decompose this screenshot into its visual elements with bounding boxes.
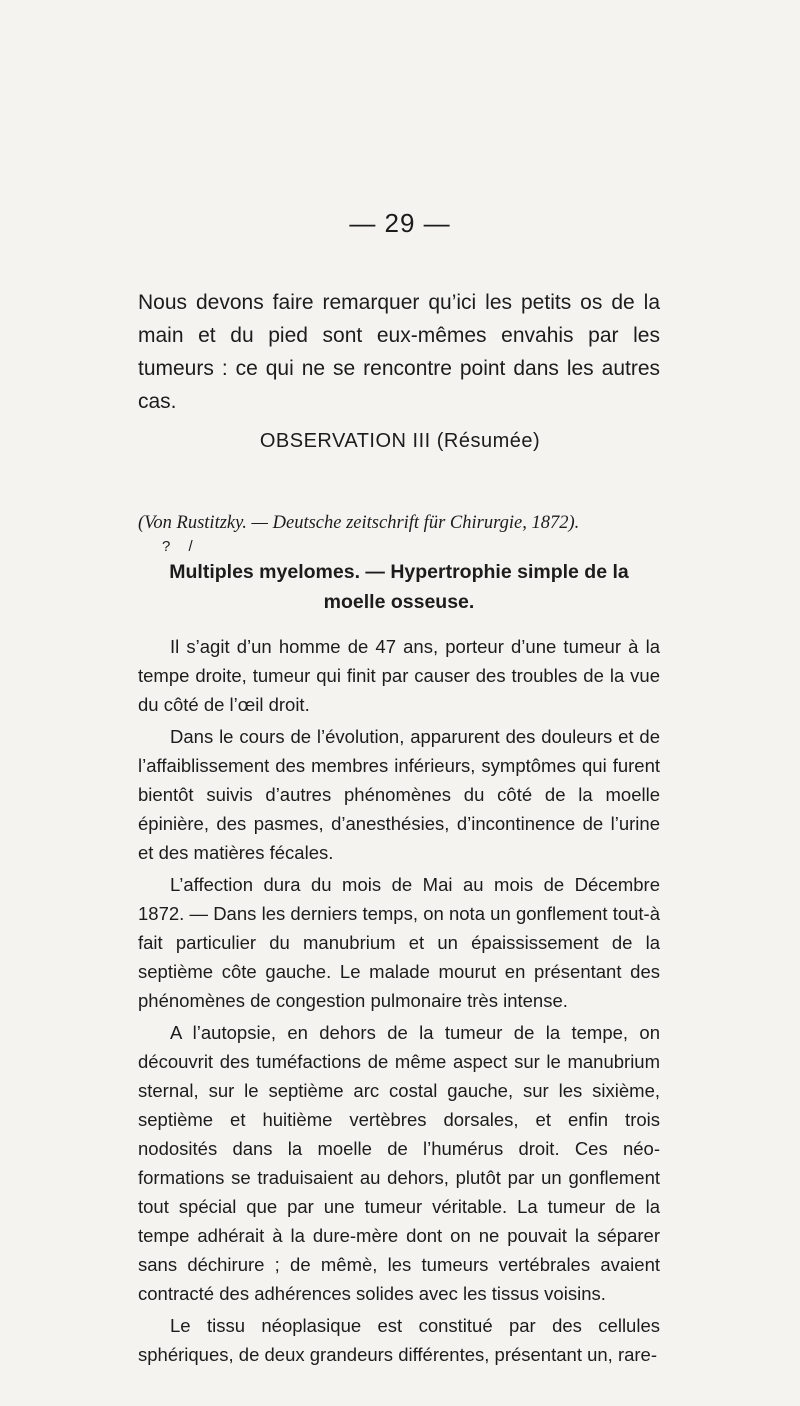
paragraph-2: Dans le cours de l’évolution, apparurent des douleurs et de l’affaiblissement des membres inférieurs, symptômes qui furent bientôt suivis d’autres phénomènes du côté de la moelle épinière, des pasmes, d’anesthésies, d’incontinence de l’urine et des matières fécales. [138, 726, 660, 863]
paragraph-3: L’affection dura du mois de Mai au mois de Décembre 1872. — Dans les derniers temps, on nota un gonflement tout-à fait particulier du manubrium et un épaississement de la septième côte gauche. Le malade mourut en présentant des phénomènes de congestion pulmonaire très intense. [138, 874, 660, 1011]
paragraph-5: Le tissu néoplasique est constitué par des cellules sphériques, de deux grandeurs différentes, présentant un, rare- [138, 1315, 660, 1365]
citation: (Von Rustitzky. — Deutsche zeitschrift für Chirurgie, 1872). [138, 513, 580, 533]
mark-1: ? [162, 538, 171, 555]
intro-paragraph: Nous devons faire remarquer qu’ici les petits os de la main et du pied sont eux-mêmes envahis par les tumeurs : ce qui ne se rencontre point dans les autres cas. [138, 291, 660, 413]
observation-subtitle: Multiples myelomes. — Hypertrophie simple de la moelle osseuse. [169, 561, 629, 613]
observation-heading: OBSERVATION III (Résumée) [259, 430, 541, 452]
page-number: — 29 — [349, 208, 451, 238]
observation-body [138, 632, 660, 1372]
marginal-marks [162, 538, 242, 555]
mark-2: / [188, 538, 193, 555]
paragraph-4: A l’autopsie, en dehors de la tumeur de la tempe, on découvrit des tuméfactions de même aspect sur le manubrium sternal, sur le septième arc costal gauche, sur les sixième, septième et huitième vertèbres dorsales, et enfin trois nodosités dans la moelle de l’humérus droit. Ces néo-formations se traduisaient au dehors, plutôt par un gonflement tout spécial que par une tumeur véritable. La tumeur de la tempe adhérait à la dure-mère dont on ne pouvait la séparer sans déchirure ; de mêmè, les tumeurs vertébrales avaient contracté des adhérences solides avec les tissus voisins. [138, 1022, 660, 1304]
paragraph-1: Il s’agit d’un homme de 47 ans, porteur d’une tumeur à la tempe droite, tumeur qui finit par causer des troubles de la vue du côté de l’œil droit. [138, 636, 660, 715]
